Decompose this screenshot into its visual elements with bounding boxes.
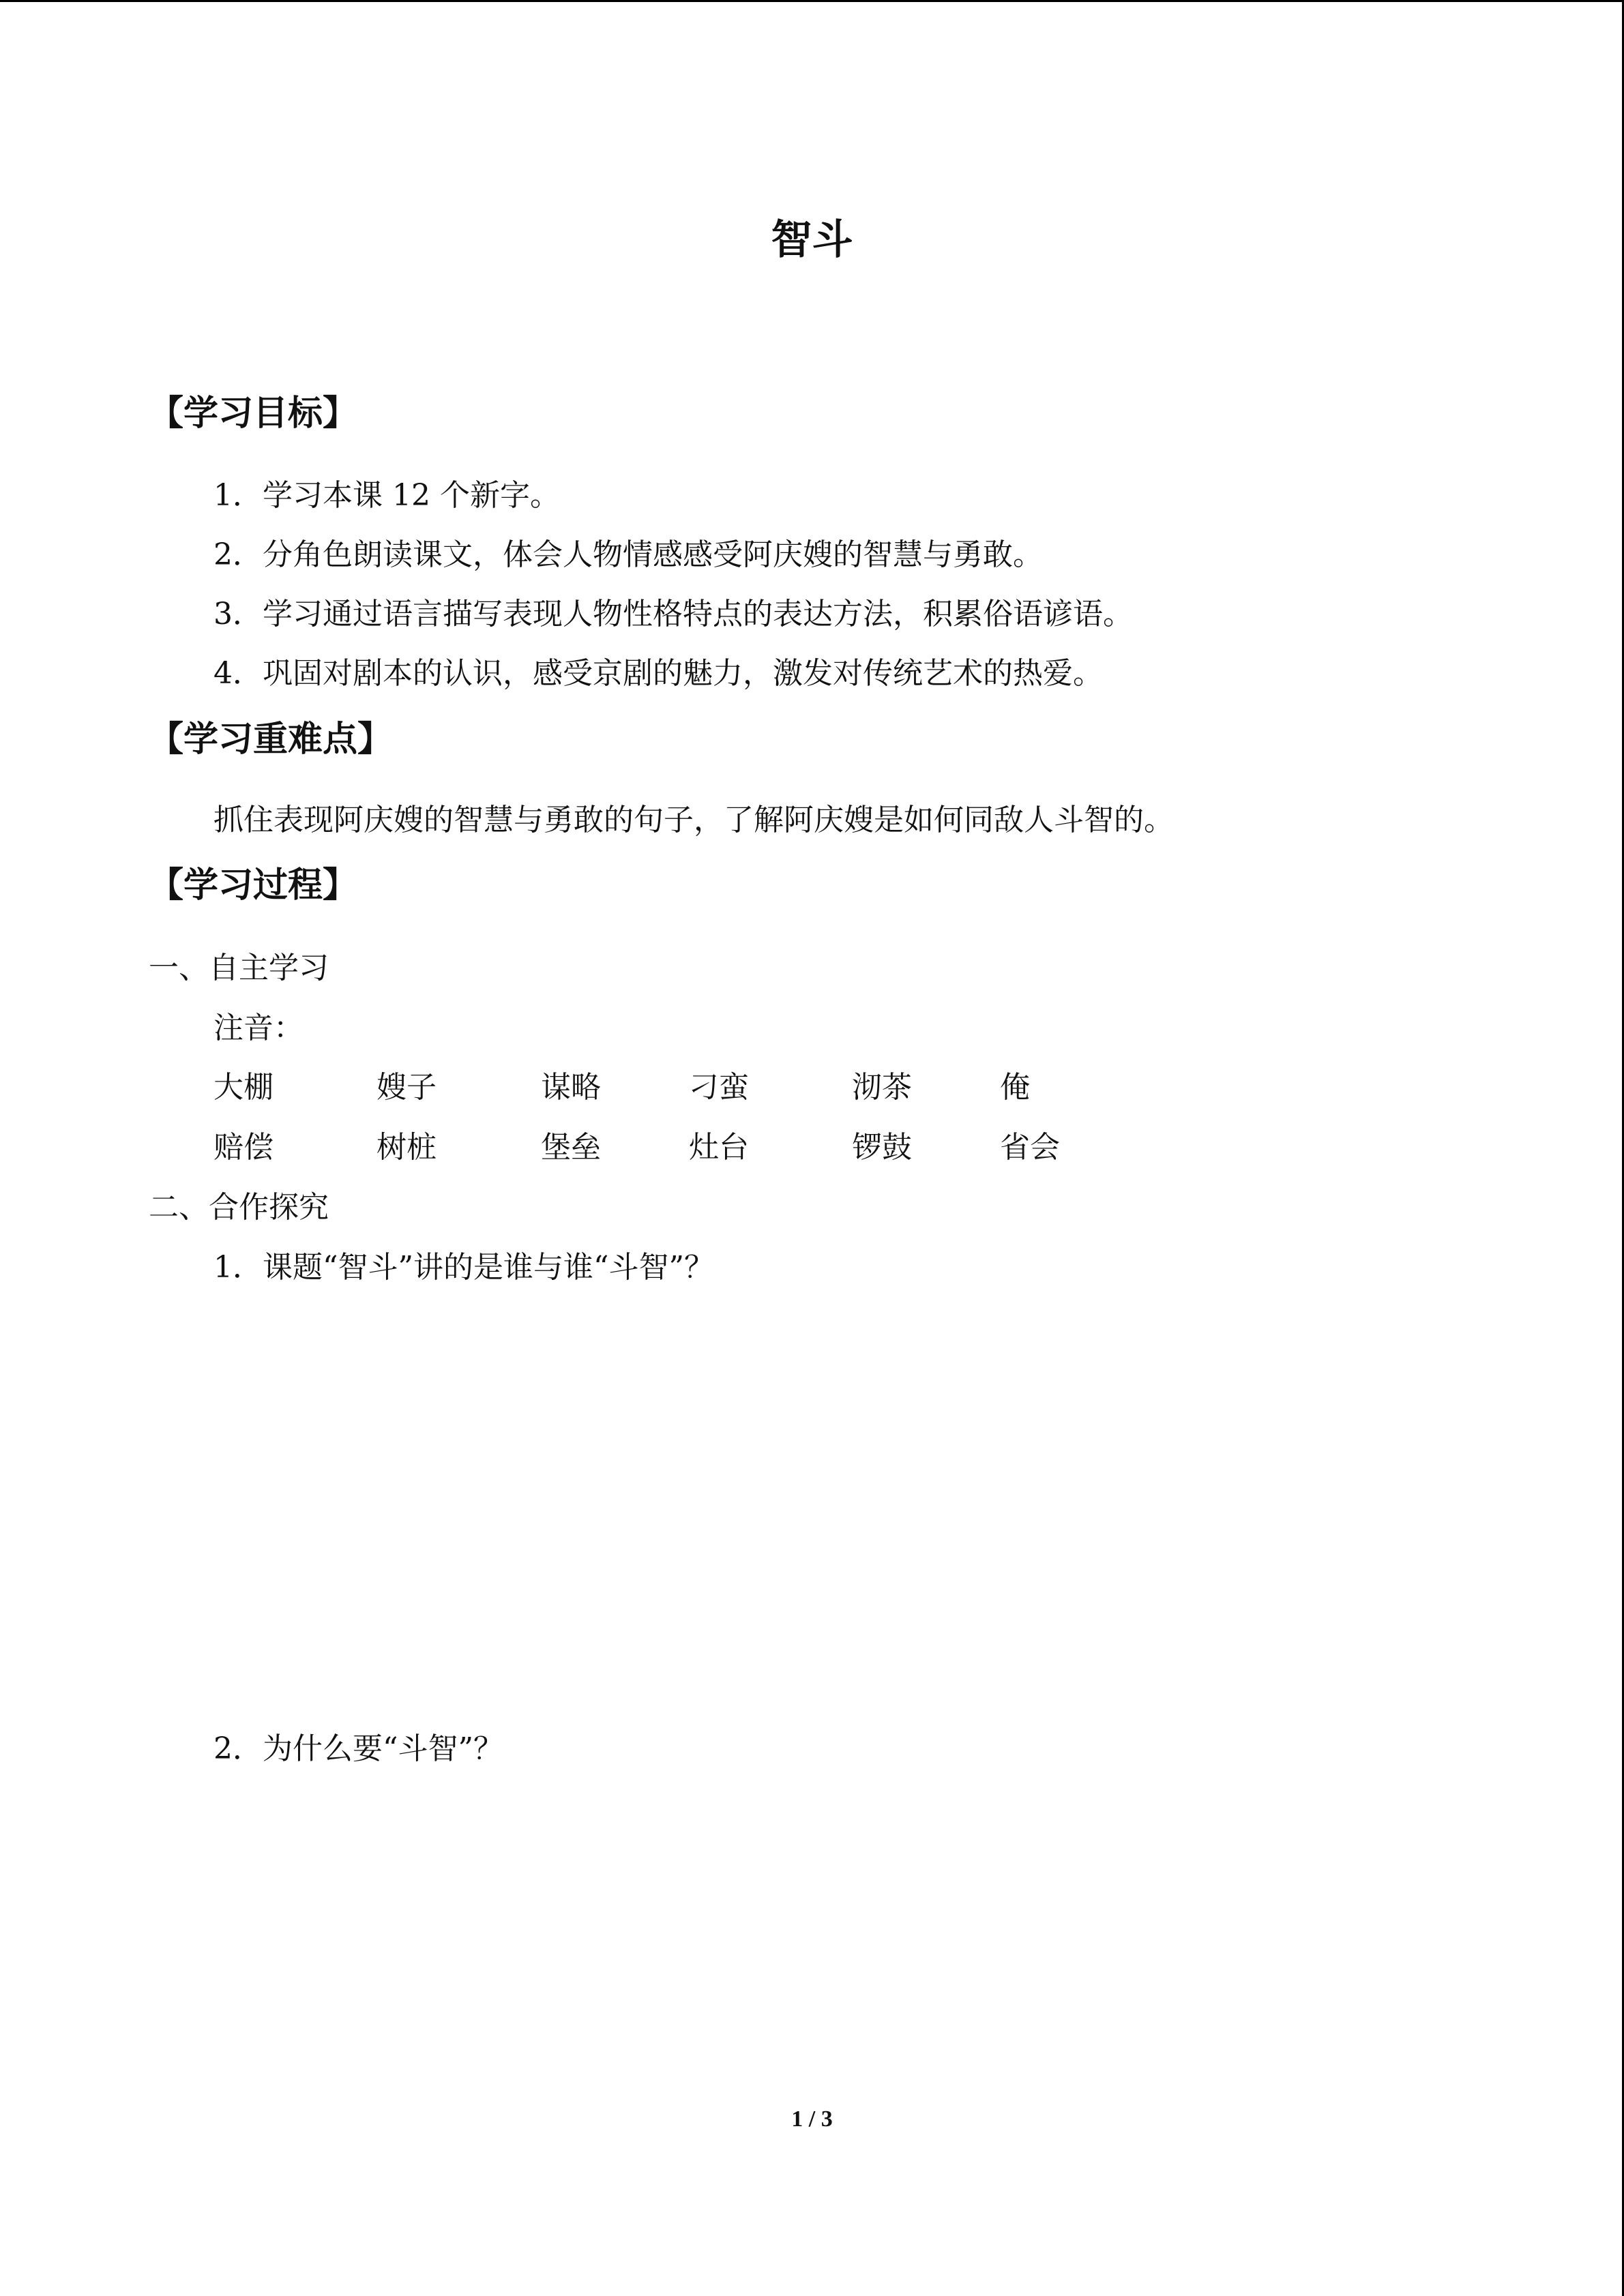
document-title: 智斗 [771,216,853,264]
vocab-word: 省会 [1000,1130,1060,1165]
page-number: 1 / 3 [791,2106,833,2132]
vocab-word: 刁蛮 [689,1070,749,1105]
vocab-word: 沏茶 [852,1070,912,1105]
vocab-word: 堡垒 [541,1130,601,1165]
pinyin-prompt: 注音： [213,1011,304,1045]
part1-title: 一、自主学习 [149,951,329,985]
vocab-word: 锣鼓 [852,1130,912,1165]
question-2: 2．为什么要“斗智”？ [213,1731,503,1766]
vocab-word: 俺 [1000,1070,1030,1105]
vocab-word: 树桩 [377,1130,437,1165]
objective-item-2: 2．分角色朗读课文，体会人物情感感受阿庆嫂的智慧与勇敢。 [213,537,1043,572]
vocab-word: 谋略 [541,1070,601,1105]
objective-item-3: 3．学习通过语言描写表现人物性格特点的表达方法，积累俗语谚语。 [213,597,1133,631]
question-1: 1．课题“智斗”讲的是谁与谁“斗智”？ [213,1250,714,1285]
vocab-word: 灶台 [689,1130,749,1165]
part2-title: 二、合作探究 [149,1190,329,1225]
vocab-word: 大棚 [213,1070,274,1105]
objective-item-1: 1．学习本课 12 个新字。 [213,478,560,513]
objectives-heading: 【学习目标】 [149,393,358,434]
key-points-heading: 【学习重难点】 [149,719,393,760]
vocab-word: 赔偿 [213,1130,274,1165]
objective-item-4: 4．巩固对剧本的认识，感受京剧的魅力，激发对传统艺术的热爱。 [213,656,1103,691]
key-points-text: 抓住表现阿庆嫂的智慧与勇敢的句子，了解阿庆嫂是如何同敌人斗智的。 [213,803,1174,837]
process-heading: 【学习过程】 [149,865,358,906]
top-border [0,0,1624,2]
vocab-word: 嫂子 [377,1070,437,1105]
